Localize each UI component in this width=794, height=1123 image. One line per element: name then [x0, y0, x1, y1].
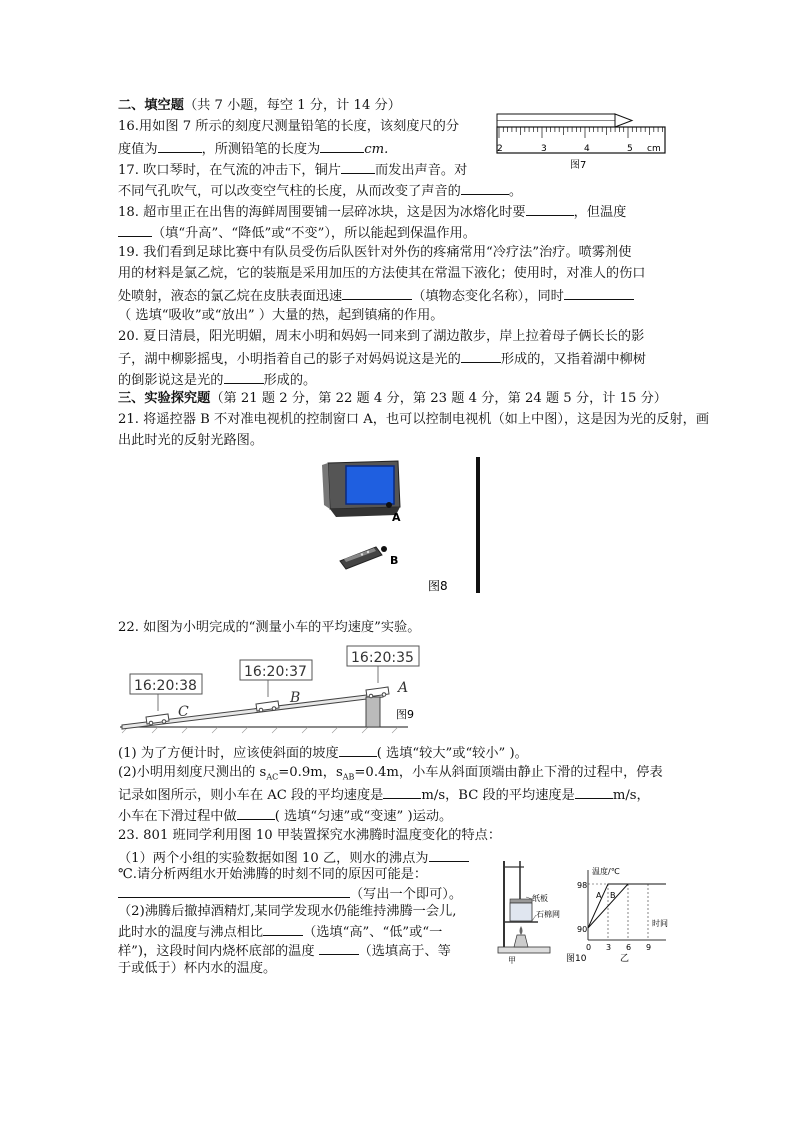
point-b-incline-label: B	[290, 690, 301, 706]
q16-line1: 16.用如图 7 所示的刻度尺测量铅笔的长度，该刻度尺的分	[118, 119, 460, 134]
section3-heading: 三、实验探究题	[118, 391, 211, 406]
q23-blank-1	[429, 849, 469, 862]
q22-sub2-text-e: m/s，BC 段的平均速度是	[421, 788, 575, 803]
figure-10-caption: 图10	[566, 954, 587, 963]
support-block	[366, 697, 380, 727]
remote-emitter-dot	[381, 546, 387, 552]
q18-line2	[118, 224, 476, 242]
q22-sub2-text-c: =0.4m，小车从斜面顶端由静止下滑的过程中，停表	[354, 765, 663, 780]
q19-line2: 用的材料是氯乙烷，它的装瓶是采用加压的方法使其在常温下液化；使用时，对准人的伤口	[118, 266, 646, 281]
q23-sub2-text-b: （选填“高”、“低”或“一	[303, 925, 443, 940]
q22-sub2-text-h: ( 选填“匀速”或“变速” )运动。	[274, 809, 453, 824]
timer-a-value: 16:20:35	[351, 650, 414, 666]
q18-text-c: （填“升高”、“降低”或“不变”），所以能起到保温作用。	[152, 226, 476, 241]
label-yi: 乙	[620, 954, 630, 963]
section2-heading: 二、填空题	[118, 98, 184, 113]
q20-text-b: 形成的，又指着湖中柳树	[500, 352, 646, 367]
q17-text-c: 不同气孔吹气，可以改变空气柱的长度，从而改变了声音的	[118, 184, 461, 199]
point-c-label: C	[178, 704, 189, 720]
q22-sub2-text-b: =0.9m，s	[278, 765, 343, 780]
q22-sub2-line2	[118, 786, 650, 804]
q16-blank-2	[320, 140, 364, 153]
remote-control-icon	[340, 547, 382, 569]
x-tick-0: 0	[586, 943, 592, 952]
q23-sub2-text-d: （选填高于、等	[358, 944, 451, 959]
q23-sub1-line1	[118, 849, 469, 867]
q16-text-b: ，所测铅笔的长度为	[201, 142, 321, 157]
reflecting-wall	[476, 457, 480, 593]
section2-heading-line	[118, 98, 401, 114]
control-window-dot	[386, 502, 392, 508]
q19-text-b: （填物态变化名称），同时	[412, 289, 564, 304]
section2-heading-note: （共 7 小题，每空 1 分，计 14 分）	[183, 98, 401, 113]
q20-text-c: 的倒影说这是光的	[118, 373, 224, 388]
q20-text-d: 形成的。	[263, 373, 317, 388]
q20-line1: 20. 夏日清晨，阳光明媚，周末小明和妈妈一同来到了湖边散步，岸上拉着母子俩长长的影	[118, 329, 645, 344]
q22-intro: 22. 如图为小明完成的“测量小车的平均速度”实验。	[118, 620, 421, 635]
q16-blank-1	[158, 140, 202, 153]
q22-sub1-text-a: (1) 为了方便计时，应该使斜面的坡度	[118, 746, 339, 761]
x-tick-3: 3	[606, 943, 612, 952]
figure-7-ruler	[494, 110, 674, 172]
q18-line1	[118, 203, 626, 221]
timer-c-value: 16:20:38	[134, 678, 197, 694]
q22-sub-ac: AC	[266, 772, 279, 782]
q22-sub2-text-f: m/s，	[612, 788, 650, 803]
q18-text-b: ，但温度	[573, 205, 627, 220]
q20-line3	[118, 371, 316, 389]
q23-blank-3	[263, 923, 303, 936]
q18-blank-2	[118, 224, 152, 237]
label-paper-board: 纸板	[532, 894, 548, 903]
point-a-label: A	[392, 511, 401, 524]
line-a-label: A	[596, 891, 602, 900]
x-tick-6: 6	[626, 943, 632, 952]
q20-blank-2	[224, 371, 264, 384]
q22-blank-4	[237, 807, 275, 820]
q16-unit: cm.	[364, 142, 389, 157]
q16-line2	[118, 140, 388, 158]
point-a-incline-label: A	[398, 680, 409, 696]
q19-line4: （ 选填“吸收”或“放出” ）大量的热，起到镇痛的作用。	[118, 308, 444, 323]
section3-heading-line	[118, 391, 667, 407]
q22-sub1	[118, 744, 528, 762]
q19-line1: 19. 我们看到足球比赛中有队员受伤后队医针对外伤的疼痛常用“冷疗法”治疗。喷雾剂使	[118, 245, 632, 260]
q17-text-b: 而发出声音。对	[374, 163, 468, 178]
figure-7-caption: 图7	[570, 160, 587, 171]
q23-sub2-line3	[118, 942, 451, 960]
incline-plane	[122, 693, 383, 729]
q17-blank-2	[461, 182, 509, 195]
q19-blank-1	[342, 287, 412, 300]
figure-9-caption: 图9	[396, 708, 414, 721]
q22-sub2-line1	[118, 765, 663, 786]
tv-icon	[322, 461, 400, 517]
q23-sub1-text-c: （写出一个即可）。	[350, 887, 463, 902]
q23-sub1-line3	[118, 885, 462, 903]
q23-sub2-line2	[118, 923, 442, 941]
label-gauze: 石棉网	[536, 910, 560, 919]
y-tick-90: 90	[577, 925, 588, 934]
q17-line2	[118, 182, 522, 200]
q22-sub2-text-g: 小车在下滑过程中做	[118, 809, 237, 824]
q23-sub2-text-a: 此时水的温度与沸点相比	[118, 925, 264, 940]
q21-line1: 21. 将遥控器 B 不对准电视机的控制窗口 A，也可以控制电视机（如上中图），这是因为光的反射，画	[118, 412, 710, 427]
point-b-label: B	[390, 554, 399, 567]
q23-sub2-line4: 于或低于）杯内水的温度。	[118, 961, 277, 976]
q18-text-a: 18. 超市里正在出售的海鲜周围要铺一层碎冰块，这是因为冰熔化时要	[118, 205, 526, 220]
q17-text-d: 。	[508, 184, 523, 199]
q20-blank-1	[461, 350, 501, 363]
ruler-tick-label-5: 5	[627, 144, 633, 154]
q22-sub2-text-d: 记录如图所示，则小车在 AC 段的平均速度是	[118, 788, 384, 803]
q22-blank-1	[339, 744, 377, 757]
q22-sub1-text-b: ( 选填“较大”或“较小” )。	[376, 746, 528, 761]
figure-9	[118, 643, 428, 743]
q18-blank-1	[526, 203, 574, 216]
q23-sub2-line1: （2)沸腾后撤掉酒精灯,某同学发现水仍能维持沸腾一会儿,	[118, 904, 457, 919]
q16-text-a: 度值为	[118, 142, 158, 157]
q23-sub1-line2: ℃.请分析两组水开始沸腾的时刻不同的原因可能是：	[118, 867, 428, 882]
q23-sub1-text-a: （1）两个小组的实验数据如图 10 乙，则水的沸点为	[118, 851, 429, 866]
ruler-tick-label-2: 2	[497, 144, 503, 154]
q22-blank-3	[575, 786, 613, 799]
x-axis-label: 时间	[652, 919, 668, 928]
y-tick-98: 98	[577, 881, 588, 890]
q23-blank-4	[319, 942, 359, 955]
figure-10-graph	[566, 860, 676, 963]
q17-line1	[118, 161, 467, 179]
q22-sub2-line3	[118, 807, 452, 825]
q23-sub2-text-c: 样”)，这段时间内烧杯底部的温度	[118, 944, 315, 959]
q17-text-a: 17. 吹口琴时，在气流的冲击下，铜片	[118, 163, 341, 178]
figure-8-caption: 图8	[428, 579, 448, 593]
y-axis-label: 温度/℃	[592, 867, 620, 876]
q19-text-a: 处喷射，液态的氯乙烷在皮肤表面迅速	[118, 289, 343, 304]
q23-blank-2	[118, 885, 350, 898]
q19-blank-2	[564, 287, 634, 300]
q21-line2: 出此时光的反射光路图。	[118, 433, 264, 448]
q20-text-a: 子，湖中柳影摇曳，小明指着自己的影子对妈妈说这是光的	[118, 352, 461, 367]
q17-blank-1	[341, 161, 375, 174]
q23-intro: 23. 801 班同学利用图 10 甲装置探究水沸腾时温度变化的特点：	[118, 828, 502, 843]
section3-heading-note: （第 21 题 2 分，第 22 题 4 分，第 23 题 4 分，第 24 题 5 分，计 15 分）	[210, 391, 667, 406]
q22-blank-2	[383, 786, 421, 799]
ruler-tick-label-3: 3	[541, 144, 547, 154]
timer-b-value: 16:20:37	[244, 664, 307, 680]
q22-sub-ab: AB	[342, 772, 355, 782]
x-tick-9: 9	[646, 943, 652, 952]
ruler-unit: cm	[647, 144, 661, 154]
figure-10-apparatus	[490, 855, 570, 965]
ruler-tick-label-4: 4	[584, 144, 590, 154]
line-b-label: B	[610, 891, 616, 900]
q20-line2	[118, 350, 646, 368]
q22-sub2-text-a: (2)小明用刻度尺测出的 s	[118, 765, 267, 780]
q19-line3	[118, 287, 634, 305]
figure-8	[320, 455, 495, 595]
label-jia: 甲	[508, 956, 516, 965]
